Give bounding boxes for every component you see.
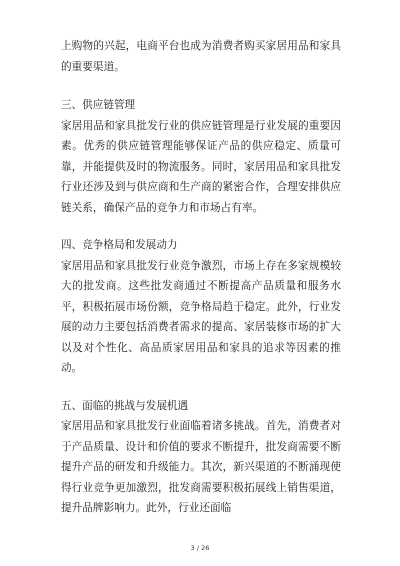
section-5-heading: 五、面临的挑战与发展机遇 (61, 399, 189, 412)
section-4-heading: 四、竞争格局和发展动力 (61, 239, 178, 251)
page-number: 3 / 26 (190, 544, 210, 552)
section-5-paragraph: 家居用品和家具批发行业面临着诸多挑战。首先，消费者对于产品质量、设计和价值的要求不断提升，批发商需要不断提升产品的研发和升级能力。其次，新兴渠道的不断涌现使得行业竞争更加激烈，批发商需要积极拓展线上销售渠道，提升品牌影响力。此外，行业还面临 (61, 420, 341, 514)
section-3-paragraph: 家居用品和家具批发行业的供应链管理是行业发展的重要因素。优秀的供应链管理能够保证产品的供应稳定、质量可靠，并能提供及时的物流服务。同时，家居用品和家具批发行业还涉及到与供应商和生产商的紧密合作，合理安排供应链关系，确保产品的竞争力和市场占有率。 (61, 119, 341, 214)
document-page (61, 36, 341, 519)
section-3-heading: 三、供应链管理 (61, 99, 136, 111)
section-4-paragraph: 家居用品和家具批发行业竞争激烈，市场上存在多家规模较大的批发商。这些批发商通过不断提高产品质量和服务水平，积极拓展市场份额，竞争格局趋于稳定。此外，行业发展的动力主要包括消费者需求的提高、家居装修市场的扩大以及对个性化、高品质家居用品和家具的追求等因素的推动。 (61, 259, 341, 374)
intro-paragraph: 上购物的兴起，电商平台也成为消费者购买家居用品和家具的重要渠道。 (61, 40, 341, 73)
